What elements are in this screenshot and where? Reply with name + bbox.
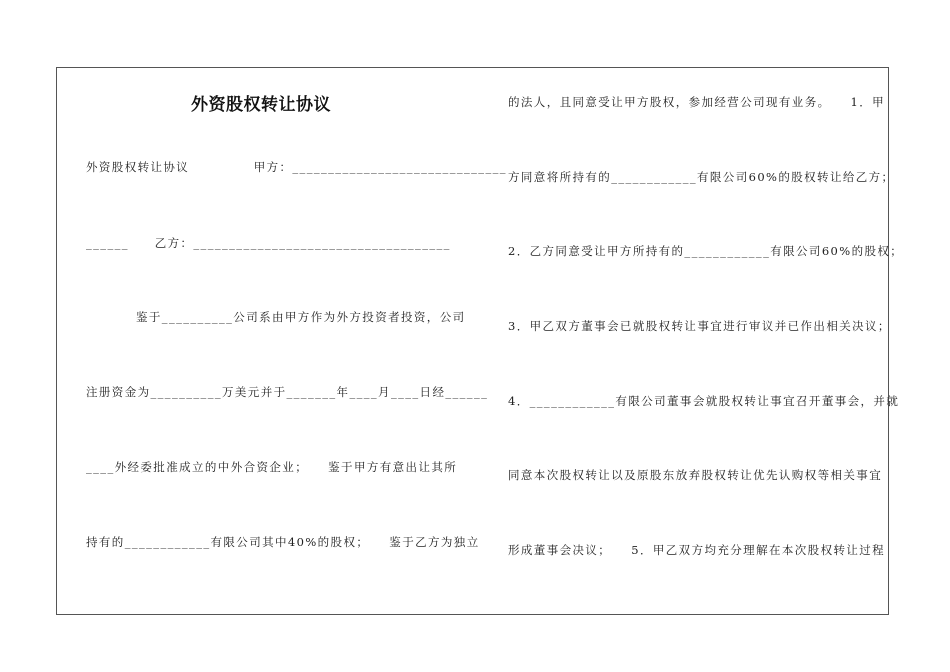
left-line-6: 持有的____________有限公司其中40%的股权； 鉴于乙方为独立 [86, 535, 480, 549]
right-line-6: 同意本次股权转让以及原股东放弃股权转让优先认购权等相关事宜 [508, 468, 883, 482]
left-line-5: ____外经委批准成立的中外合资企业； 鉴于甲方有意出让其所 [86, 460, 458, 474]
right-line-1: 的法人，且同意受让甲方股权，参加经营公司现有业务。 1．甲 [508, 95, 886, 109]
right-line-2: 方同意将所持有的____________有限公司60%的股权转让给乙方； [508, 170, 895, 184]
document-frame [56, 67, 889, 615]
left-line-2: ______ 乙方：____________________________________ [86, 236, 451, 250]
left-line-3: 鉴于__________公司系由甲方作为外方投资者投资，公司 [136, 310, 466, 324]
right-line-5: 4．____________有限公司董事会就股权转让事宜召开董事会，并就 [508, 394, 900, 408]
left-line-1: 外资股权转让协议 甲方：______________________________ [86, 160, 507, 174]
right-line-3: 2．乙方同意受让甲方所持有的____________有限公司60%的股权； [508, 244, 904, 258]
left-line-4: 注册资金为__________万美元并于_______年____月____日经______ [86, 385, 489, 399]
right-line-4: 3．甲乙双方董事会已就股权转让事宜进行审议并已作出相关决议； [508, 319, 891, 333]
document-title: 外资股权转让协议 [191, 95, 331, 115]
right-line-7: 形成董事会决议； 5．甲乙双方均充分理解在本次股权转让过程 [508, 543, 886, 557]
